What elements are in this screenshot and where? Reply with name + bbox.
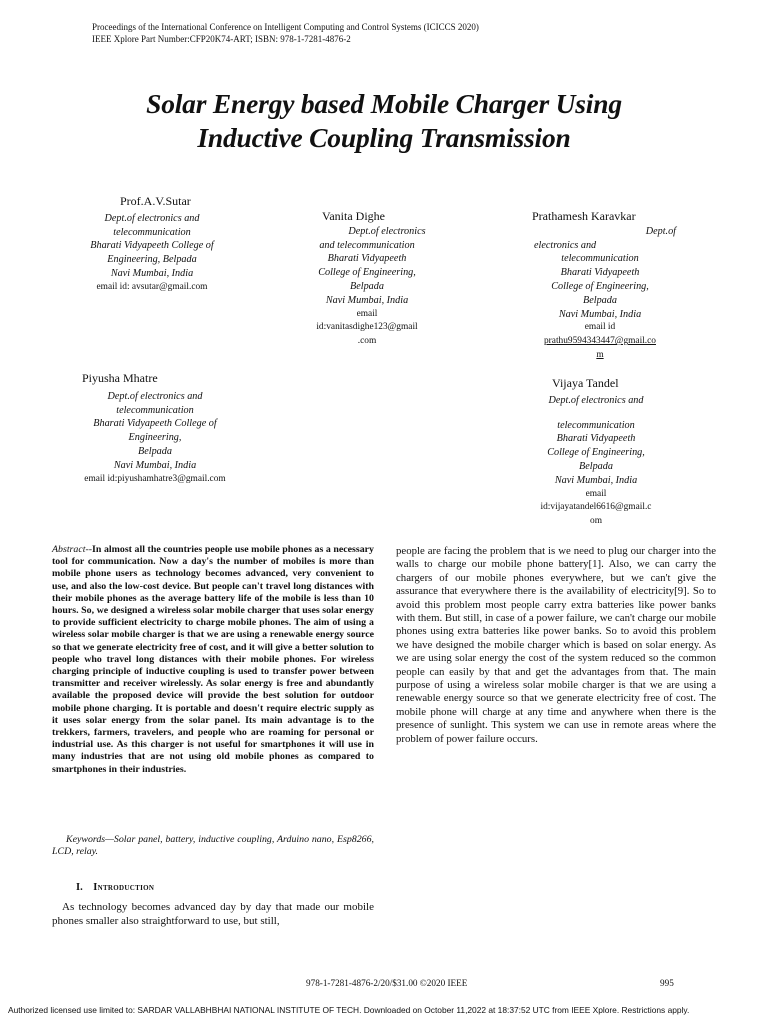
author-block-tandel xyxy=(516,377,676,529)
email-link[interactable]: prathu9594343447@gmail.co xyxy=(543,336,656,347)
author-name: Vanita Dighe xyxy=(322,209,385,223)
abstract xyxy=(52,544,374,776)
author-affiliation: Dept.of electronics and telecommunication Bharati Vidyapeeth College of Engineering, Belpada Navi Mumbai, India xyxy=(547,394,645,486)
author-name: Prof.A.V.Sutar xyxy=(120,194,191,208)
part-number: IEEE Xplore Part Number:CFP20K74-ART; ISBN: 978-1-7281-4876-2 xyxy=(92,33,351,44)
title-line-2: Inductive Coupling Transmission xyxy=(197,122,571,153)
abstract-label: Abstract xyxy=(52,544,86,555)
conference-name: Proceedings of the International Conference on Intelligent Computing and Control Systems (ICICCS 2020) xyxy=(92,22,479,32)
author-affiliation: Dept.of electronics and telecommunication Bharati Vidyapeeth College of Engineering, Belpada Navi Mumbai, India xyxy=(318,225,426,306)
abstract-dash: -- xyxy=(85,544,93,555)
keywords-label: Keywords xyxy=(66,834,106,845)
author-affiliation: Dept.of electronics and telecommunication Bharati Vidyapeeth College of Engineering, Belpada Navi Mumbai, India xyxy=(534,225,676,320)
intro-paragraph: As technology becomes advanced day by day that made our mobile phones smaller also straightforward to use, but still, xyxy=(52,901,374,927)
author-email: email id: avsutar@gmail.com xyxy=(96,281,208,292)
page-number: 995 xyxy=(660,978,674,988)
author-block-karavkar xyxy=(520,210,680,363)
author-email: email id prathu9594343447@gmail.co m xyxy=(520,321,680,362)
footer-copyright: 978-1-7281-4876-2/20/$31.00 ©2020 IEEE xyxy=(306,978,468,988)
section-heading-introduction xyxy=(76,882,154,893)
keywords: Keywords—Solar panel, battery, inductive coupling, Arduino nano, Esp8266, LCD, relay. xyxy=(52,834,374,858)
author-email: email id:vijayatandel6616@gmail.c om xyxy=(540,488,652,527)
author-affiliation: Dept.of electronics and telecommunication Bharati Vidyapeeth College of Engineering, Belpada Navi Mumbai, India xyxy=(93,390,217,471)
author-name: Vijaya Tandel xyxy=(552,376,619,390)
section-number: I. xyxy=(76,882,83,893)
section-title: Introduction xyxy=(93,882,155,893)
author-email: email id:vanitasdighe123@gmail .com xyxy=(316,308,418,347)
abstract-text: In almost all the countries people use mobile phones as a necessary tool for communication. Now a day's the number of mobiles is more than mobile phone users as technology becomes advanced, very convenient to use, and also the low-cost device. But people can't travel long distances with their mobile phones as the average battery life of the mobile is less than 10 hours. So, we designed a wireless solar mobile charger that uses solar energy to provide sufficient electricity to charge mobile phones. The aim of using a wireless solar mobile charger is that we are using a renewable energy source so that we generate electricity free of cost, and it will give a better solution to people who travel long distances with their mobile phones. For wireless charging principle of inductive coupling is used to transfer power between transmitter and receiver wirelessly. As solar energy is free and abundantly available the proposed device will provide the best solution for outdoor mobile phone charging. It is portable and doesn't require electric supply as it uses solar energy from the solar panel. Its main advantage is to the trekkers, farmers, travelers, and people who are roaming for personal or industrial use. As this charger is not useful for smartphones it will use in many industries that are not using old mobile phones as compared to smartphones in their industries. xyxy=(52,544,374,775)
author-email: email id:piyushamhatre3@gmail.com xyxy=(84,473,226,484)
author-block-mhatre xyxy=(60,372,250,486)
author-name: Piyusha Mhatre xyxy=(82,371,158,385)
author-affiliation: Dept.of electronics and telecommunication Bharati Vidyapeeth College of Engineering, Belpada Navi Mumbai, India xyxy=(90,212,214,279)
license-notice: Authorized licensed use limited to: SARDAR VALLABHBHAI NATIONAL INSTITUTE OF TECH. Downloaded on October 11,2022 at 18:37:52 UTC from IEEE Xplore. Restrictions apply. xyxy=(8,1005,690,1015)
author-block-sutar xyxy=(72,195,232,295)
keywords-text: Solar panel, battery, inductive coupling, Arduino nano, Esp8266, LCD, relay. xyxy=(52,834,374,858)
title-line-1: Solar Energy based Mobile Charger Using xyxy=(146,88,622,119)
paper-title xyxy=(0,87,768,155)
conference-header xyxy=(92,22,479,45)
author-name: Prathamesh Karavkar xyxy=(532,209,636,223)
right-column-paragraph: people are facing the problem that is we need to plug our charger into the walls to charge our mobile phone battery[1]. Also, we can carry the chargers of our mobile phones everywhere, but we can't give the assurance that everywhere there is the availability of electricity[9]. So to avoid this problem most people carry extra batteries like power banks with them. But still, in case of a power failure, we can't charge our mobile phones using extra batteries like power banks. So to avoid this problem we have designed the mobile charger which is based on solar energy. As we are using solar energy the cost of the system reduced so the common people can easily by that and get the advantages from that. The main purpose of using a wireless solar mobile charger is that we are using a renewable energy source so that we generate electricity free of cost. The mobile phone will charge at any time and anywhere when there is the presence of sunlight. This system we can use in remote areas where the problem of power failure occurs. xyxy=(396,545,716,745)
author-block-dighe xyxy=(282,210,452,349)
